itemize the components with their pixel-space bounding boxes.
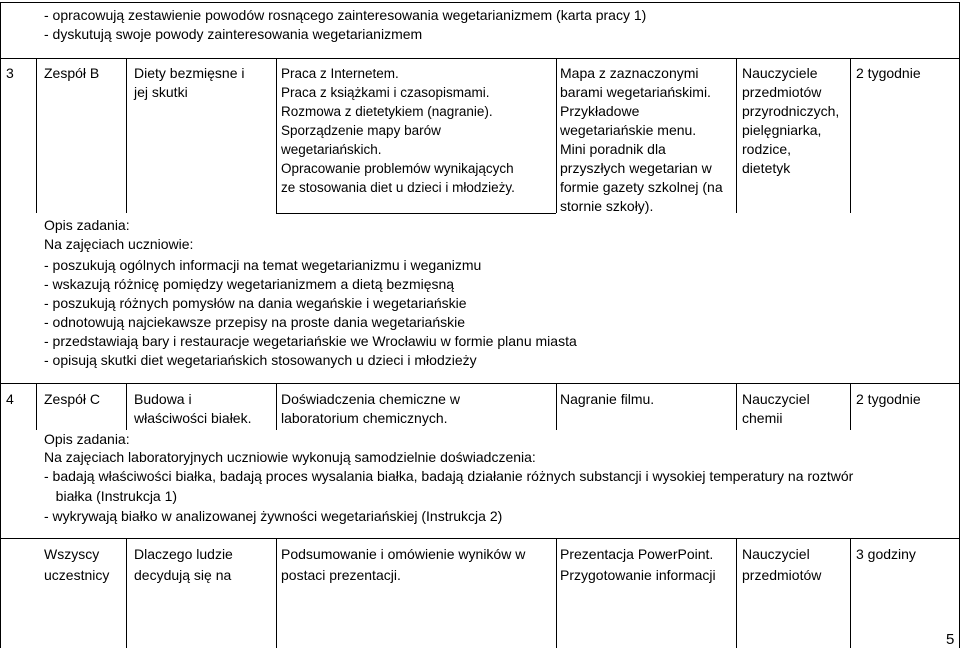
row3-method-line: Praca z Internetem.: [281, 66, 399, 81]
row3-task-item: - odnotowują najciekawsze przepisy na proste dania wegetariańskie: [44, 314, 466, 330]
col-line: [850, 538, 851, 648]
col-line: [850, 383, 851, 430]
row4-number: 4: [6, 391, 14, 407]
row5-topic-line: Dlaczego ludzie: [134, 546, 233, 562]
table-border-row4-top: [0, 383, 960, 384]
col-line: [276, 538, 277, 648]
col-line: [126, 383, 127, 430]
row5-group-line: uczestnicy: [44, 567, 110, 583]
col-line: [556, 538, 557, 648]
row3-task-item: - przedstawiają bary i restauracje wegetariańskie we Wrocławiu w formie planu miasta: [44, 333, 577, 349]
row3-topic-line: Diety bezmięsne i: [134, 65, 245, 81]
col-line: [556, 383, 557, 430]
row4-method-line: Doświadczenia chemiczne w: [281, 391, 460, 407]
row3-group: Zespół B: [44, 65, 100, 81]
table-border-top: [0, 2, 960, 3]
row4-topic-line: Budowa i: [134, 391, 192, 407]
table-border-row3-top: [0, 58, 960, 59]
col-line: [36, 58, 37, 213]
row3-task-item: - poszukują ogólnych informacji na temat wegetarianizmu i weganizmu: [44, 257, 482, 273]
col-line: [276, 383, 277, 430]
col-line: [276, 58, 277, 213]
col-line: [736, 538, 737, 648]
row3-topic-line: jej skutki: [134, 84, 188, 100]
row3-method-line: Sporządzenie mapy barów: [281, 123, 441, 138]
row3-people-line: rodzice,: [742, 141, 792, 157]
row3-task-item: - opisują skutki diet wegetariańskich stosowanych u dzieci i młodzieży: [44, 352, 477, 368]
top-list-item: - dyskutują swoje powody zainteresowania wegetarianizmem: [44, 26, 423, 42]
row3-method-line: ze stosowania diet u dzieci i młodzieży.: [281, 180, 515, 195]
table-border-row3-divider: [276, 213, 556, 214]
col-line: [126, 538, 127, 648]
row3-people-line: przyrodniczych,: [742, 103, 840, 119]
table-border-row5-top: [0, 538, 960, 539]
row4-people-line: chemii: [742, 410, 783, 426]
row3-task-item: - poszukują różnych pomysłów na dania wegańskie i wegetariańskie: [44, 295, 467, 311]
row3-product-line: stornie szkoły).: [560, 198, 654, 214]
row3-product-line: wegetariańskie menu.: [560, 122, 697, 138]
table-border-left: [0, 2, 1, 648]
row5-time: 3 godziny: [856, 546, 916, 562]
top-list-item: - opracowują zestawienie powodów rosnącego zainteresowania wegetarianizmem (karta pracy 1): [44, 7, 647, 23]
col-line: [736, 58, 737, 213]
row4-task-item: białka (Instrukcja 1): [44, 488, 178, 504]
row3-people-line: dietetyk: [742, 160, 791, 176]
page-number: 5: [946, 631, 955, 648]
row4-task-item: - wykrywają białko w analizowanej żywności wegetariańskiej (Instrukcja 2): [44, 508, 503, 524]
row3-product-line: przyszłych wegetarian w: [560, 160, 712, 176]
row3-number: 3: [6, 65, 14, 81]
row4-topic-line: właściwości białek.: [134, 410, 252, 426]
row4-people-line: Nauczyciel: [742, 391, 810, 407]
row3-product-line: formie gazety szkolnej (na: [560, 179, 723, 195]
row3-people-line: Nauczyciele: [742, 65, 818, 81]
row4-task-item: - badają właściwości białka, badają proces wysalania białka, badają działanie różnych substancji i wysokiej temperatury na roztwór: [44, 468, 854, 484]
row4-method-line: laboratorium chemicznych.: [281, 410, 448, 426]
row3-task-item: - wskazują różnicę pomiędzy wegetarianizmem a dietą bezmięsną: [44, 276, 455, 292]
row4-product-line: Nagranie filmu.: [560, 391, 655, 407]
col-line: [736, 383, 737, 430]
col-line: [556, 58, 557, 213]
row3-method-line: Rozmowa z dietetykiem (nagranie).: [281, 104, 493, 119]
row4-time: 2 tygodnie: [856, 391, 921, 407]
row5-people-line: przedmiotów: [742, 567, 822, 583]
row4-task-intro: Na zajęciach laboratoryjnych uczniowie wykonują samodzielnie doświadczenia:: [44, 449, 536, 465]
row3-task-label: Opis zadania:: [44, 217, 130, 233]
row3-task-intro: Na zajęciach uczniowie:: [44, 236, 194, 252]
row5-product-line: Przygotowanie informacji: [560, 567, 716, 583]
col-line: [126, 58, 127, 213]
row5-people-line: Nauczyciel: [742, 546, 810, 562]
row5-method-line: Podsumowanie i omówienie wyników w: [281, 546, 526, 562]
row4-task-label: Opis zadania:: [44, 431, 130, 447]
col-line: [850, 58, 851, 213]
row3-method-line: Praca z książkami i czasopismami.: [281, 85, 490, 100]
row3-method-line: wegetariańskich.: [281, 142, 382, 157]
row4-group: Zespół C: [44, 391, 101, 407]
row3-product-line: Mapa z zaznaczonymi: [560, 65, 699, 81]
col-line: [36, 383, 37, 430]
row3-time: 2 tygodnie: [856, 65, 921, 81]
row5-group-line: Wszyscy: [44, 546, 100, 562]
row3-people-line: przedmiotów: [742, 84, 822, 100]
row3-product-line: barami wegetariańskimi.: [560, 84, 711, 100]
row5-product-line: Prezentacja PowerPoint.: [560, 546, 714, 562]
row3-product-line: Przykładowe: [560, 103, 640, 119]
row5-method-line: postaci prezentacji.: [281, 567, 401, 583]
row3-product-line: Mini poradnik dla: [560, 141, 666, 157]
row5-topic-line: decydują się na: [134, 567, 232, 583]
row3-people-line: pielęgniarka,: [742, 122, 822, 138]
row3-method-line: Opracowanie problemów wynikających: [281, 161, 514, 176]
